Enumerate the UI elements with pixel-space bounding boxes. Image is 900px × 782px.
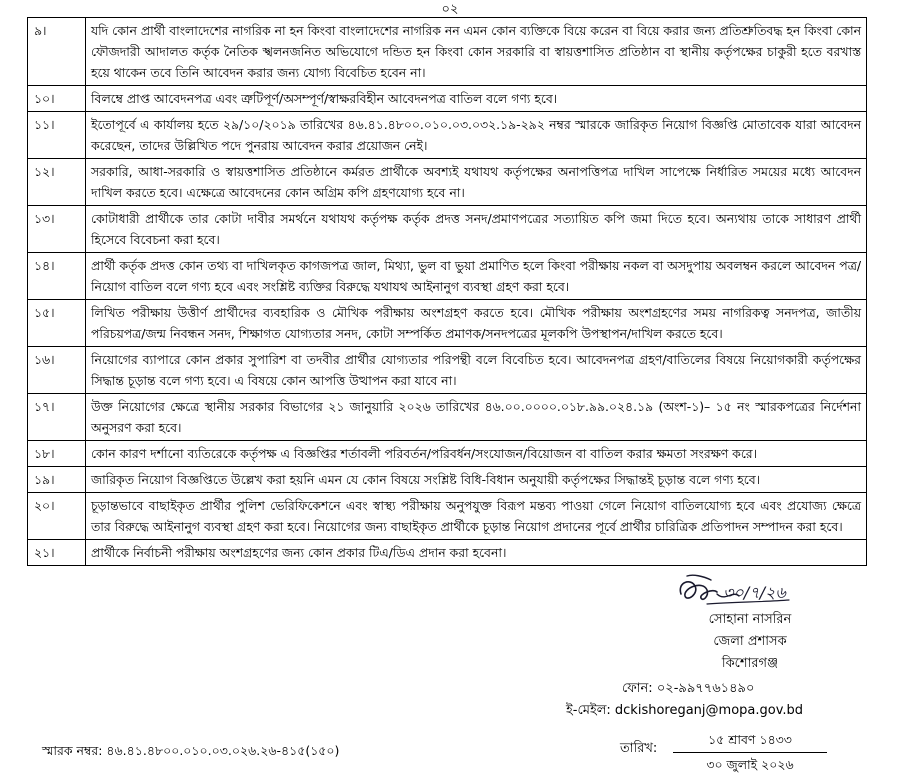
clause-row [28,347,867,394]
clause-row [28,18,867,86]
clause-number: ১২। [28,159,86,206]
clause-text: কোন কারণ দর্শানো ব্যতিরেকে কর্তৃপক্ষ এ বিজ্ঞপ্তির শর্তাবলী পরিবর্তন/পরিবর্ধন/সংযোজন/বিয়োজন বা বাতিল করার ক্ষমতা সংরক্ষণ করে। [86,441,867,467]
clause-row [28,159,867,206]
clause-row [28,253,867,300]
clause-text: কোটাধারী প্রার্থীকে তার কোটা দাবীর সমর্থনে যথাযথ কর্তৃপক্ষ কর্তৃক প্রদত্ত সনদ/প্রমাণপত্রের সত্যায়িত কপি জমা দিতে হবে। অন্যথায় তাকে সাধারণ প্রার্থী হিসেবে বিবেচনা করা হবে। [86,206,867,253]
clause-row [28,112,867,159]
contact-email: ই-মেইল: dckishoreganj@mopa.gov.bd [566,703,804,718]
memo-number: স্মারক নম্বর: ৪৬.৪১.৪৮০০.০১০.০৩.০২৬.২৬-৪১৫(১৫০) [42,743,340,758]
clause-row [28,394,867,441]
contact-phone: ফোন: ০২-৯৯৭৭৬১৪৯০ [622,681,755,696]
date-bangla: ১৫ শ্রাবণ ১৪৩৩ [708,732,792,747]
clause-number: ১১। [28,112,86,159]
clause-row [28,467,867,493]
clause-text: চূড়ান্তভাবে বাছাইকৃত প্রার্থীর পুলিশ ভেরিফিকেশনে এবং স্বাস্থ্য পরীক্ষায় অনুপযুক্ত বিরূপ মন্তব্য পাওয়া গেলে নিয়োগ বাতিলযোগ্য হবে এবং প্রযোজ্য ক্ষেত্রে তার বিরুদ্ধে আইনানুগ ব্যবস্থা গ্রহণ করা হবে। নিয়োগের জন্য বাছাইকৃত প্রার্থীকে চূড়ান্ত নিয়োগ প্রদানের পূর্বে প্রার্থীর চারিত্রিক প্রতিপাদন সম্পাদন করা হবে। [86,493,867,540]
clause-number: ১৩। [28,206,86,253]
clause-row [28,206,867,253]
clause-row [28,441,867,467]
signatory-district: কিশোরগঞ্জ [721,656,779,671]
clause-text: নিয়োগের ব্যাপারে কোন প্রকার সুপারিশ বা তদবীর প্রার্থীর যোগ্যতার পরিপন্থী বলে বিবেচিত হবে। আবেদনপত্র গ্রহণ/বাতিলের বিষয়ে নিয়োগকারী কর্তৃপক্ষের সিদ্ধান্ত চূড়ান্ত বলে গণ্য হবে। এ বিষয়ে কোন আপত্তি উত্থাপন করা যাবে না। [86,347,867,394]
clause-row [28,493,867,540]
clause-text: বিলম্বে প্রাপ্ত আবেদনপত্র এবং ত্রুটিপূর্ণ/অসম্পূর্ণ/স্বাক্ষরবিহীন আবেদনপত্র বাতিল বলে গণ্য হবে। [86,86,867,112]
signatory-block [600,609,900,675]
clause-number: ১৫। [28,300,86,347]
handwritten-signature [673,572,793,610]
conditions-table [27,17,867,566]
clause-number: ১৭। [28,394,86,441]
clause-number: ৯। [28,18,86,86]
clause-number: ১০। [28,86,86,112]
clause-text: প্রার্থীকে নির্বাচনী পরীক্ষায় অংশগ্রহণের জন্য কোন প্রকার টিএ/ডিএ প্রদান করা হবেনা। [86,540,867,566]
clause-number: ১৪। [28,253,86,300]
clause-number: ২০। [28,493,86,540]
clause-text: লিখিত পরীক্ষায় উত্তীর্ণ প্রার্থীদের ব্যবহারিক ও মৌখিক পরীক্ষায় অংশগ্রহণ করতে হবে। মৌখিক পরীক্ষায় অংশগ্রহণের সময় নাগরিকত্ব সনদপত্র, জাতীয় পরিচয়পত্র/জন্ম নিবন্ধন সনদ, শিক্ষাগত যোগ্যতার সনদ, কোটা সম্পর্কিত প্রমাণক/সনদপত্রের মূলকপি উপস্থাপন/দাখিল করতে হবে। [86,300,867,347]
clause-text: ইতোপূর্বে এ কার্যালয় হতে ২৯/১০/২০১৯ তারিখের ৪৬.৪১.৪৮০০.০১০.০৩.০৩২.১৯-২৯২ নম্বর স্মারকে জারিকৃত নিয়োগ বিজ্ঞপ্তি মোতাবেক যারা আবেদন করেছেন, তাদের উল্লিখিত পদে পুনরায় আবেদন করার প্রয়োজন নেই। [86,112,867,159]
clause-number: ২১। [28,540,86,566]
date-english: ৩০ জুলাই ২০২৬ [706,757,794,772]
date-block [665,728,835,777]
clause-number: ১৮। [28,441,86,467]
signature-date: ৩০/৭/২৬ [723,583,786,602]
clause-text: যদি কোন প্রার্থী বাংলাদেশের নাগরিক না হন কিংবা বাংলাদেশের নাগরিক নন এমন কোন ব্যক্তিকে বিয়ে করেন বা বিয়ে করার জন্য প্রতিশ্রুতিবদ্ধ হন কিংবা কোন ফৌজদারী আদালত কর্তৃক নৈতিক স্খলনজনিত অভিযোগে দন্ডিত হন কিংবা কোন সরকারি বা স্বায়ত্তশাসিত প্রতিষ্ঠান বা স্থানীয় কর্তৃপক্ষের চাকুরী হতে বরখাস্ত হয়ে থাকেন তবে তিনি আবেদন করার জন্য যোগ্য বিবেচিত হবেন না। [86,18,867,86]
signatory-designation: জেলা প্রশাসক [713,634,787,649]
clause-text: জারিকৃত নিয়োগ বিজ্ঞপ্তিতে উল্লেখ করা হয়নি এমন যে কোন বিষয়ে সংশ্লিষ্ট বিধি-বিধান অনুযায়ী কর্তৃপক্ষের সিদ্ধান্তই চূড়ান্ত বলে গণ্য হবে। [86,467,867,493]
date-label: তারিখ: [620,741,658,756]
page-number: ০২ [441,2,459,17]
clause-number: ১৬। [28,347,86,394]
clause-text: সরকারি, আধা-সরকারি ও স্বায়ত্তশাসিত প্রতিষ্ঠানে কর্মরত প্রার্থীকে অবশ্যই যথাযথ কর্তৃপক্ষের অনাপত্তিপত্র দাখিল সাপেক্ষে নির্ধারিত সময়ের মধ্যে আবেদন দাখিল করতে হবে। এক্ষেত্রে আবেদনের কোন অগ্রিম কপি গ্রহণযোগ্য হবে না। [86,159,867,206]
clause-number: ১৯। [28,467,86,493]
clause-row [28,86,867,112]
clause-row [28,300,867,347]
signatory-name: সোহানা নাসরিন [708,612,792,627]
clause-text: উক্ত নিয়োগের ক্ষেত্রে স্থানীয় সরকার বিভাগের ২১ জানুয়ারি ২০২৬ তারিখের ৪৬.০০.০০০০.০১৮.৯৯.০২৪.১৯ (অংশ-১)– ১৫ নং স্মারকপত্রের নির্দেশনা অনুসরণ করা হবে। [86,394,867,441]
clause-row [28,540,867,566]
clause-text: প্রার্থী কর্তৃক প্রদত্ত কোন তথ্য বা দাখিলকৃত কাগজপত্র জাল, মিথ্যা, ভুল বা ভুয়া প্রমাণিত হলে কিংবা পরীক্ষায় নকল বা অসদুপায় অবলম্বন করলে আবেদন পত্র/নিয়োগ বাতিল বলে গণ্য হবে এবং সংশ্লিষ্ট ব্যক্তির বিরুদ্ধে যথাযথ আইনানুগ ব্যবস্থা গ্রহণ করা হবে। [86,253,867,300]
conditions-table-body [28,18,867,566]
